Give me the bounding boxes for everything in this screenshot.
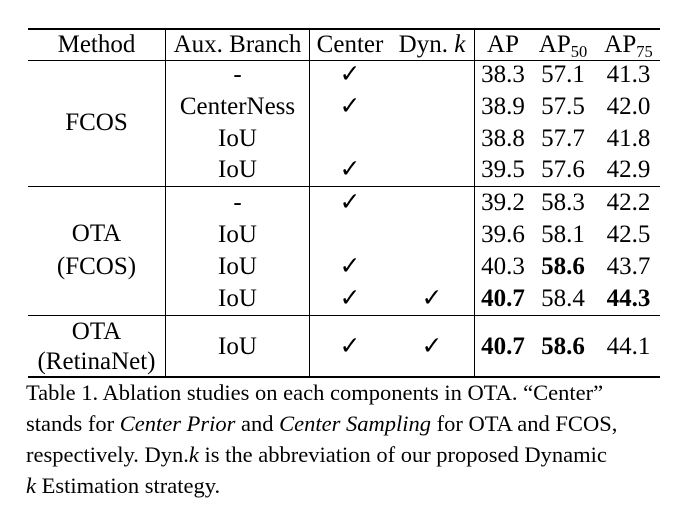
row-aux: IoU <box>218 333 257 360</box>
caption-line-3: respectively. Dyn.k is the abbreviation of our proposed Dynamic <box>26 442 607 467</box>
method-ota-fcos-line2: (FCOS) <box>56 253 137 280</box>
row-ap50: 57.7 <box>541 125 585 152</box>
row-ap75-best: 44.3 <box>606 285 651 312</box>
row-ap75: 41.3 <box>606 61 651 88</box>
row-center-check: ✓ <box>339 253 361 280</box>
caption-line-2: stands for Center Prior and Center Sampling for OTA and FCOS, <box>26 411 618 436</box>
row-aux: IoU <box>218 285 257 312</box>
row-ap50: 58.1 <box>541 221 585 248</box>
row-aux: IoU <box>218 253 257 280</box>
row-ap75: 41.8 <box>606 125 651 152</box>
row-aux: - <box>233 189 242 216</box>
row-ap75: 43.7 <box>606 253 651 280</box>
row-dyn-check: ✓ <box>421 285 443 312</box>
header-ap: AP <box>487 31 519 58</box>
row-center-check: ✓ <box>339 93 361 120</box>
row-ap50-best: 58.6 <box>541 333 585 360</box>
row-ap: 39.5 <box>481 156 525 183</box>
row-center-check: ✓ <box>339 61 361 88</box>
row-center-check: ✓ <box>339 285 361 312</box>
method-ota-retinanet-line2: (RetinaNet) <box>37 348 156 375</box>
method-fcos: FCOS <box>65 109 128 136</box>
row-center-check: ✓ <box>339 333 361 360</box>
row-ap75: 42.5 <box>606 221 651 248</box>
row-ap50: 57.5 <box>541 93 585 120</box>
row-ap50-best: 58.6 <box>541 253 585 280</box>
row-ap: 40.3 <box>481 253 525 280</box>
row-aux: IoU <box>218 221 257 248</box>
row-ap75: 42.0 <box>606 93 651 120</box>
method-ota-retinanet-line1: OTA <box>71 318 122 345</box>
row-ap: 38.3 <box>481 61 525 88</box>
row-ap: 39.2 <box>481 189 525 216</box>
row-ap: 38.9 <box>481 93 525 120</box>
table-caption <box>26 377 666 501</box>
row-aux: - <box>233 61 242 88</box>
row-aux: CenterNess <box>179 93 296 120</box>
caption-line-1: Table 1. Ablation studies on each components in OTA. “Center” <box>26 380 604 405</box>
row-ap75: 42.2 <box>606 189 651 216</box>
header-method: Method <box>57 31 136 58</box>
row-ap: 39.6 <box>481 221 525 248</box>
col-divider-ap <box>474 30 475 376</box>
row-aux: IoU <box>218 156 257 183</box>
header-center: Center <box>316 31 384 58</box>
row-ap: 38.8 <box>481 125 525 152</box>
row-aux: IoU <box>218 125 257 152</box>
row-center-check: ✓ <box>339 156 361 183</box>
method-ota-fcos-line1: OTA <box>71 220 122 247</box>
header-aux-branch: Aux. Branch <box>173 31 302 58</box>
row-ap50: 57.6 <box>541 156 585 183</box>
caption-line-4: k Estimation strategy. <box>26 473 221 498</box>
row-ap75: 42.9 <box>606 156 651 183</box>
header-ap50: $AP_{50}$ <box>538 31 588 61</box>
header-dyn-k: Dyn. k <box>398 31 466 58</box>
row-center-check: ✓ <box>339 189 361 216</box>
row-ap-best: 40.7 <box>481 285 525 312</box>
header-ap75: $AP_{75}$ <box>604 31 653 61</box>
row-dyn-check: ✓ <box>421 333 443 360</box>
row-ap50: 57.1 <box>541 61 585 88</box>
row-ap75: 44.1 <box>606 333 651 360</box>
row-ap-best: 40.7 <box>481 333 525 360</box>
row-ap50: 58.4 <box>541 285 585 312</box>
row-ap50: 58.3 <box>541 189 585 216</box>
